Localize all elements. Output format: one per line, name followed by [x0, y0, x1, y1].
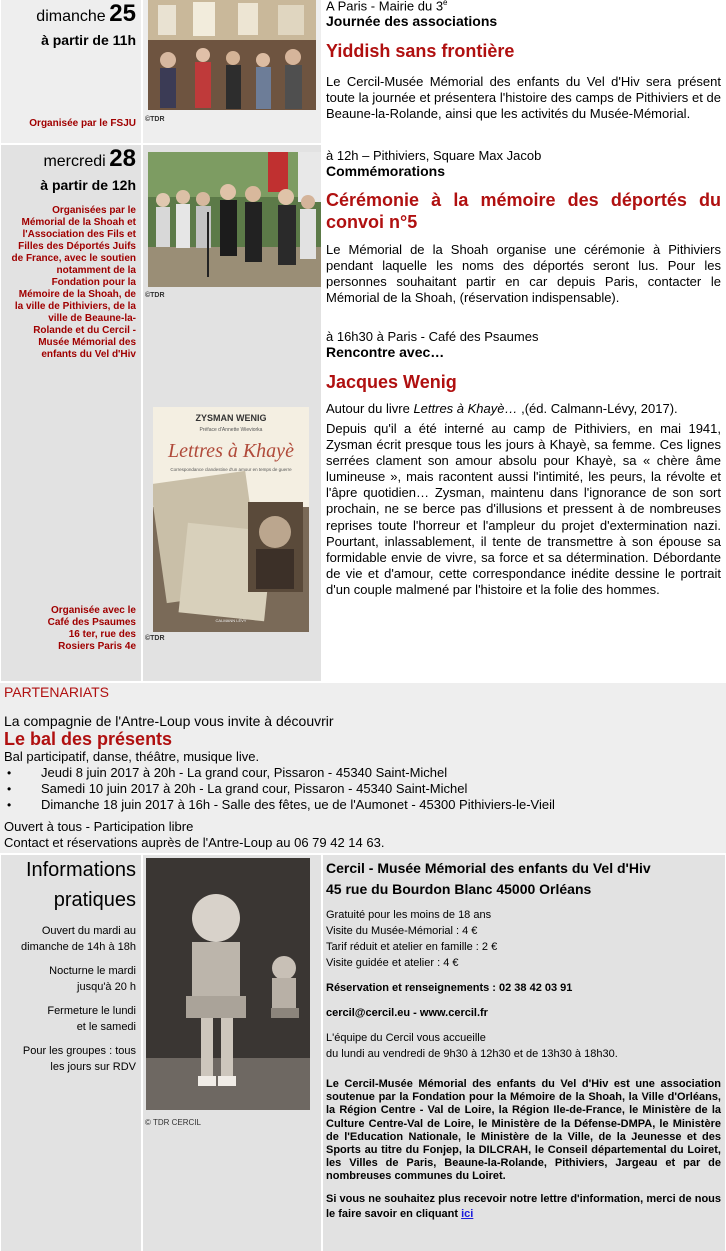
- info-hours-cell: [1, 855, 141, 1251]
- book-subtitle: Correspondance clandestine d'un amour en temps de guerre: [170, 467, 292, 472]
- photo-credit: ©TDR: [145, 635, 165, 642]
- event-description: Depuis qu'il a été interné au camp de Pithiviers, en mai 1941, Zysman écrit presque tous les jours à Khayè, sa femme. Ces lignes serrées clament son amour absolu pour Khayè, sa « chère âme lumineuse », mais racontent aussi l'intimité, les peurs, la révolte et l'âpre quotidien… Zysman, maintenu dans l'ignorance de son sort prochain, ne se berce pas d'illusions et pressent à de nombreuses reprises toute l'horreur et l'ampleur du projet d'extermination nazi. Pourtant, inlassablement, il tente de transmettre à son épouse sa formidable envie de vivre, sa force et sa détermination. Débordante de vie et d'amour, cette correspondance inédite dessine le portrait d'un couple malmené par l'histoire et la folie des hommes.: [326, 421, 721, 597]
- partners-open: Ouvert à tous - Participation libre: [4, 819, 194, 834]
- list-item: • Jeudi 8 juin 2017 à 20h - La grand cour, Pissaron - 45340 Saint-Michel: [4, 765, 722, 781]
- partners-description: Bal participatif, danse, théâtre, musique live.: [4, 749, 260, 764]
- day-word: mercredi: [43, 153, 106, 170]
- event-date-cell: [1, 145, 141, 681]
- list-item: • Dimanche 18 juin 2017 à 16h - Salle des fêtes, ue de l'Aumonet - 45300 Pithiviers-le-Vieil: [4, 797, 722, 813]
- contact-email-web: cercil@cercil.eu - www.cercil.fr: [326, 1007, 488, 1019]
- info-photo-cell: [143, 855, 321, 1251]
- book-publisher: CALMANN LÉVY: [215, 618, 247, 623]
- event-text-cell: [323, 0, 725, 143]
- partners-invite: La compagnie de l'Antre-Loup vous invite à découvrir: [4, 713, 334, 729]
- event-photo-cell: [143, 0, 321, 143]
- day-number: 25: [109, 0, 136, 27]
- event-place: à 12h – Pithiviers, Square Max Jacob: [326, 148, 542, 163]
- info-row: [0, 855, 726, 1251]
- partners-heading: PARTENARIATS: [4, 684, 110, 700]
- info-hours-groups: Pour les groupes : tous les jours sur RDV: [22, 1045, 136, 1073]
- event-kind: Rencontre avec…: [326, 344, 445, 360]
- event-title: Jacques Wenig: [326, 372, 457, 392]
- list-item: • Samedi 10 juin 2017 à 20h - La grand cour, Pissaron - 45340 Saint-Michel: [4, 781, 722, 797]
- day-word: dimanche: [36, 8, 106, 25]
- event-kind: Commémorations: [326, 163, 446, 179]
- unsubscribe-link[interactable]: ici: [461, 1207, 474, 1220]
- book-title: Lettres à Khayè: [168, 440, 294, 462]
- event-text-cell: [323, 145, 725, 681]
- event-organizer-cafe: Organisée avec le Café des Psaumes 16 ter, rue des Rosiers Paris 4e: [47, 605, 136, 652]
- event-title: Cérémonie à la mémoire des déportés du convoi n°5: [326, 190, 721, 232]
- event-kind: Journée des associations: [326, 13, 498, 30]
- info-hours-open: Ouvert du mardi au dimanche de 14h à 18h: [21, 925, 136, 953]
- partners-section: [0, 683, 726, 853]
- event-title: Yiddish sans frontière: [326, 41, 515, 62]
- price-item: Visite du Musée-Mémorial : 4 €: [326, 925, 478, 937]
- reservation-phone: Réservation et renseignements : 02 38 42 03 91: [326, 982, 573, 994]
- welcome-text: L'équipe du Cercil vous accueille du lundi au vendredi de 9h30 à 12h30 et de 13h30 à 18h30.: [326, 1032, 618, 1060]
- event-organizer: Organisée par le FSJU: [29, 118, 136, 129]
- partners-title: Le bal des présents: [4, 729, 173, 749]
- event-row-sunday: [0, 0, 726, 143]
- event-time: à partir de 11h: [41, 32, 136, 48]
- child-photo: [146, 858, 310, 1110]
- photo-credit: © TDR CERCIL: [145, 1118, 201, 1127]
- info-text-cell: [323, 855, 725, 1251]
- event-organizers: Organisées par le Mémorial de la Shoah et l'Association des Fils et Filles des Déportés Juifs de France, avec le soutien notamment de la Fondation pour la Mémoire de la Shoah, de la ville de Pithiviers, de la ville de Beaune-la-Rolande et du Cercil - Musée Mémorial des enfants du Vel d'Hiv: [11, 205, 136, 360]
- unsubscribe-text: Si vous ne souhaitez plus recevoir notre lettre d'information, merci de nous le faire savoir en cliquant ici: [326, 1192, 721, 1220]
- price-item: Visite guidée et atelier : 4 €: [326, 957, 459, 969]
- event-description: Le Mémorial de la Shoah organise une cérémonie à Pithiviers pendant laquelle les noms des déportés seront lus. Pour les personnes souhaitant partir en car depuis Paris, contacter le Mémorial de la Shoah, (réservation indispensable).: [326, 242, 721, 305]
- event-place: à 16h30 à Paris - Café des Psaumes: [326, 329, 539, 344]
- event-date-cell: [1, 0, 141, 143]
- price-list: [326, 907, 721, 971]
- event-photo: [148, 0, 316, 110]
- event-row-wednesday: [0, 145, 726, 681]
- event-place: A Paris - Mairie du 3e: [326, 0, 448, 14]
- photo-credit: ©TDR: [145, 292, 165, 299]
- org-address: 45 rue du Bourdon Blanc 45000 Orléans: [326, 881, 592, 897]
- price-item: Tarif réduit et atelier en famille : 2 €: [326, 941, 498, 953]
- event-time: à partir de 12h: [40, 177, 136, 193]
- partners-contact: Contact et réservations auprès de l'Antre-Loup au 06 79 42 14 63.: [4, 835, 385, 850]
- ceremony-photo: [148, 152, 321, 287]
- org-name: Cercil - Musée Mémorial des enfants du Vel d'Hiv: [326, 860, 651, 876]
- book-intro: Autour du livre Lettres à Khayè… ,(éd. Calmann-Lévy, 2017).: [326, 401, 678, 416]
- photo-credit: ©TDR: [145, 116, 165, 123]
- support-statement: Le Cercil-Musée Mémorial des enfants du Vel d'Hiv est une association soutenue par la Fondation pour la Mémoire de la Shoah, la Ville d'Orléans, la Région Centre - Val de Loire, la Région Ile-de-France, le Ministère de la Culture Centre-Val de Loire, le Ministère de la Défense-DMPA, le Ministère de l'Education Nationale, le Ministère de la Ville, de la Jeunesse et des Sports au titre du Fonjep, la DILCRAH, le Conseil départemental du Loiret, les Villes de Paris, Beaune-la-Rolande, Pithiviers, Jargeau et par de nombreuses communes du Loiret.: [326, 1078, 721, 1183]
- event-photo-cell: [143, 145, 321, 681]
- partners-dates: [4, 765, 722, 813]
- book-preface: Préface d'Annette Wieviorka: [199, 427, 263, 433]
- info-hours-closed: Fermeture le lundi et le samedi: [47, 1005, 136, 1033]
- book-cover: [153, 407, 309, 632]
- book-author: ZYSMAN WENIG: [195, 413, 267, 423]
- price-item: Gratuité pour les moins de 18 ans: [326, 909, 492, 921]
- info-hours-late: Nocturne le mardi jusqu'à 20 h: [49, 965, 136, 993]
- event-description: Le Cercil-Musée Mémorial des enfants du Vel d'Hiv sera présent toute la journée et présentera l'histoire des camps de Pithiviers et de Beaune-la-Rolande, ainsi que les activités du Musée-Mémorial.: [326, 74, 721, 122]
- info-title: Informations pratiques: [25, 859, 136, 911]
- day-number: 28: [109, 145, 136, 172]
